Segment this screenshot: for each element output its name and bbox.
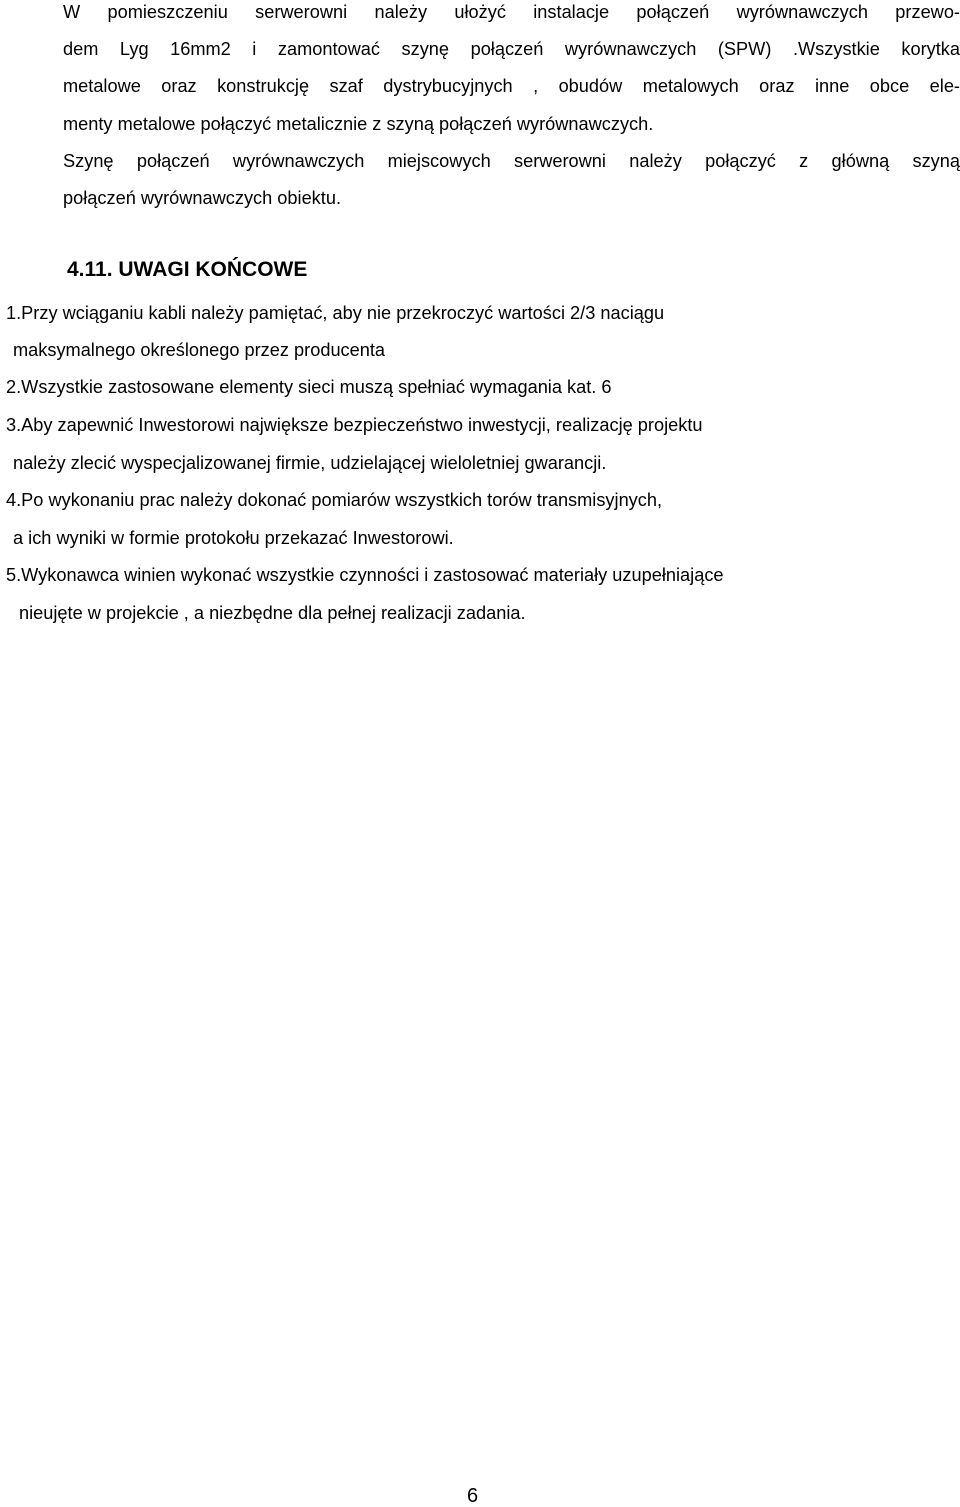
- list-item-4-line-1: 4.Po wykonaniu prac należy dokonać pomiarów wszystkich torów transmisyjnych,: [6, 490, 663, 510]
- list-item-1-line-1: 1.Przy wciąganiu kabli należy pamiętać, aby nie przekroczyć wartości 2/3 naciągu: [6, 303, 665, 323]
- list-item-1-line-2: maksymalnego określonego przez producenta: [13, 340, 386, 360]
- intro-line-1: W pomieszczeniu serwerowni należy ułożyć instalacje połączeń wyrównawczych przewo-: [63, 3, 960, 22]
- section-heading: 4.11. UWAGI KOŃCOWE: [67, 258, 308, 281]
- list-item-3-line-2: należy zlecić wyspecjalizowanej firmie, udzielającej wieloletniej gwarancji.: [13, 453, 607, 473]
- intro-line-4: menty metalowe połączyć metalicznie z szyną połączeń wyrównawczych.: [63, 114, 654, 134]
- list-item-3-line-1: 3.Aby zapewnić Inwestorowi największe bezpieczeństwo inwestycji, realizację projektu: [6, 415, 703, 435]
- intro-line-2: dem Lyg 16mm2 i zamontować szynę połączeń wyrównawczych (SPW) .Wszystkie korytka: [63, 40, 960, 59]
- intro-line-6: połączeń wyrównawczych obiektu.: [63, 188, 341, 208]
- list-item-5-line-2: nieujęte w projekcie , a niezbędne dla pełnej realizacji zadania.: [19, 603, 526, 623]
- list-item-4-line-2: a ich wyniki w formie protokołu przekazać Inwestorowi.: [13, 528, 454, 548]
- list-item-5-line-1: 5.Wykonawca winien wykonać wszystkie czynności i zastosować materiały uzupełniające: [6, 565, 724, 585]
- intro-line-5: Szynę połączeń wyrównawczych miejscowych serwerowni należy połączyć z główną szyną: [63, 152, 960, 171]
- list-item-2-line-1: 2.Wszystkie zastosowane elementy sieci muszą spełniać wymagania kat. 6: [6, 377, 612, 397]
- page-number: 6: [467, 1485, 479, 1507]
- intro-line-3: metalowe oraz konstrukcję szaf dystrybucyjnych , obudów metalowych oraz inne obce ele-: [63, 77, 960, 96]
